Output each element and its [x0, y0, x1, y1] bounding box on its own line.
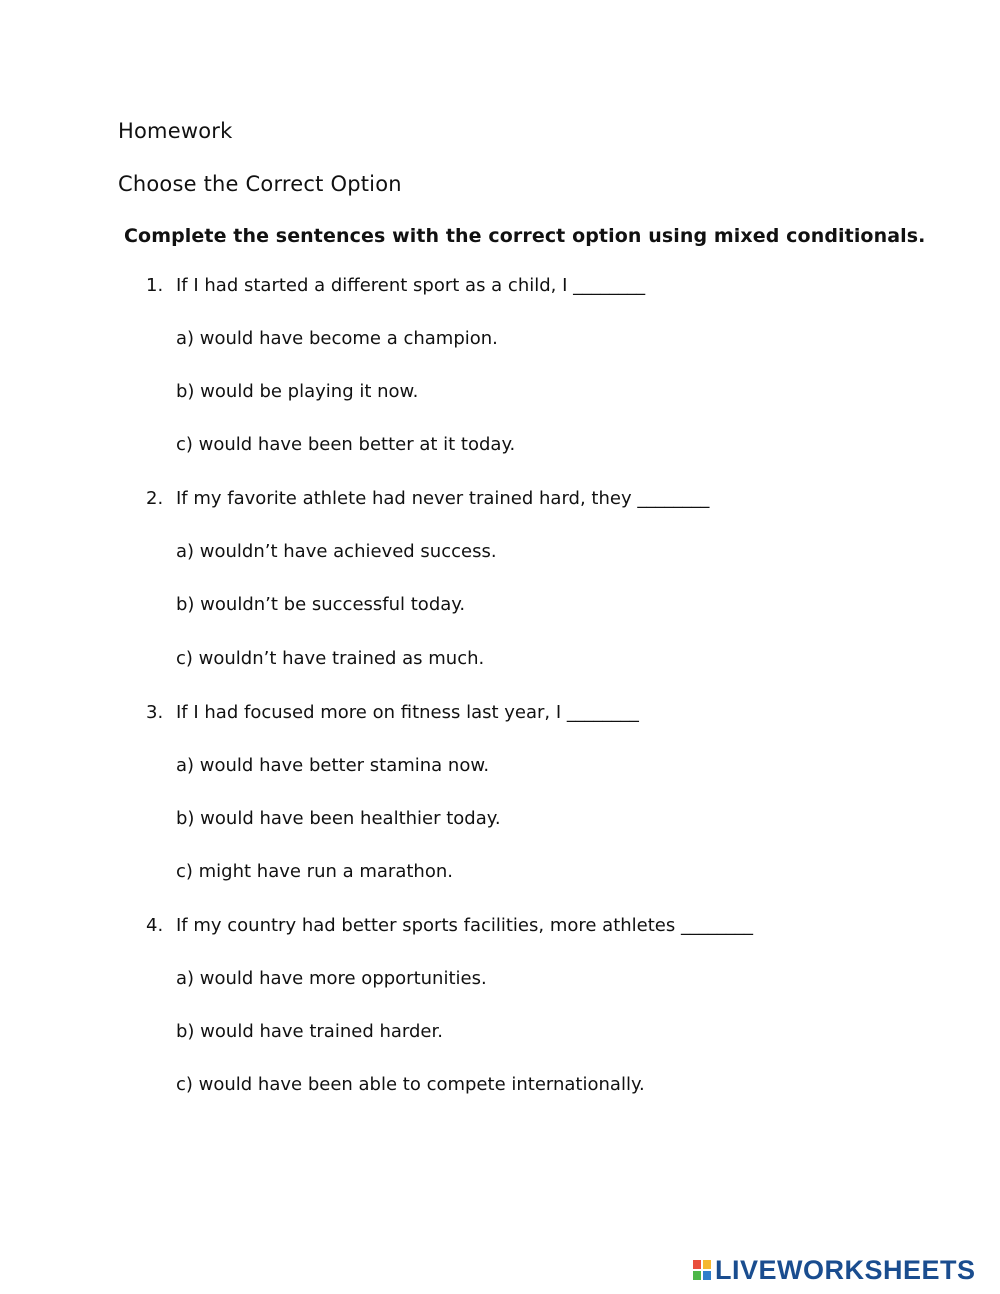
question-1-option-a[interactable]: a) would have become a champion. — [176, 328, 498, 349]
question-2-option-b[interactable]: b) wouldn’t be successful today. — [176, 594, 466, 615]
liveworksheets-logo[interactable] — [692, 1256, 976, 1284]
instructions: Complete the sentences with the correct option using mixed conditionals. — [124, 225, 926, 247]
question-text: If I had focused more on fitness last year, I ________ — [176, 702, 639, 723]
question-1 — [146, 275, 645, 296]
logo-tile — [692, 1259, 702, 1270]
question-3-option-a[interactable]: a) would have better stamina now. — [176, 755, 490, 776]
page-title: Homework — [118, 119, 233, 143]
question-text: If my favorite athlete had never trained hard, they ________ — [176, 488, 710, 509]
liveworksheets-logo-icon — [692, 1259, 712, 1281]
logo-tile — [702, 1270, 712, 1281]
question-2-option-a[interactable]: a) wouldn’t have achieved success. — [176, 541, 497, 562]
page-subtitle: Choose the Correct Option — [118, 172, 402, 196]
question-number: 2. — [146, 488, 164, 509]
question-1-option-c[interactable]: c) would have been better at it today. — [176, 434, 516, 455]
question-number: 4. — [146, 915, 164, 936]
question-4 — [146, 915, 753, 936]
question-text: If my country had better sports facilities, more athletes ________ — [176, 915, 753, 936]
logo-text: LIVEWORKSHEETS — [715, 1255, 976, 1285]
question-3-option-b[interactable]: b) would have been healthier today. — [176, 808, 501, 829]
question-2 — [146, 488, 709, 509]
question-3-option-c[interactable]: c) might have run a marathon. — [176, 861, 453, 882]
question-text: If I had started a different sport as a child, I ________ — [176, 275, 646, 296]
logo-tile — [692, 1270, 702, 1281]
question-number: 3. — [146, 702, 164, 723]
question-2-option-c[interactable]: c) wouldn’t have trained as much. — [176, 648, 485, 669]
question-number: 1. — [146, 275, 164, 296]
question-3 — [146, 702, 639, 723]
logo-tile — [702, 1259, 712, 1270]
question-4-option-c[interactable]: c) would have been able to compete internationally. — [176, 1074, 645, 1095]
question-4-option-a[interactable]: a) would have more opportunities. — [176, 968, 487, 989]
question-4-option-b[interactable]: b) would have trained harder. — [176, 1021, 443, 1042]
question-1-option-b[interactable]: b) would be playing it now. — [176, 381, 419, 402]
